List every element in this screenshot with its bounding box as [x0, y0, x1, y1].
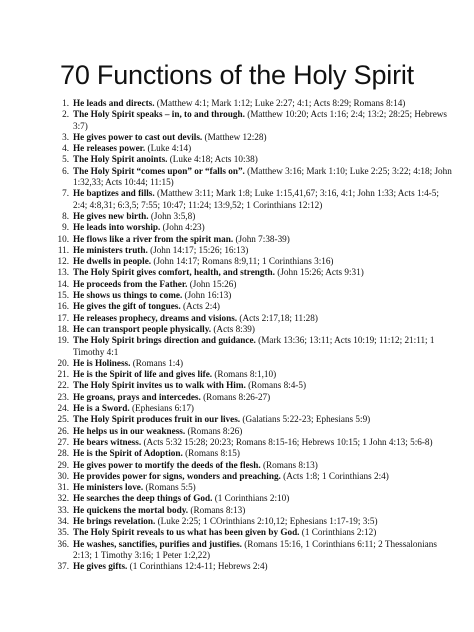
list-item	[54, 392, 454, 403]
item-heading: The Holy Spirit produces fruit in our lives.	[73, 414, 241, 425]
item-reference: (Matthew 3:16; Mark 1:10; Luke 2:25; 3:22; 4:18; John 1:32,33; Acts 10:44; 11:15)	[73, 165, 452, 188]
functions-list	[54, 98, 454, 572]
item-text	[73, 527, 454, 538]
item-text	[73, 471, 454, 482]
item-heading: He leads into worship.	[73, 222, 161, 233]
item-number: 6.	[62, 165, 69, 176]
list-item	[54, 380, 454, 391]
item-reference: (Romans 15:16, 1 Corinthians 6:11; 2 Thessalonians 2:13; 1 Timothy 3:16; 1 Peter 1:2,22)	[73, 538, 437, 560]
list-item	[54, 448, 454, 459]
item-heading: The Holy Spirit “comes upon” or “falls on”.	[73, 165, 245, 176]
item-heading: He can transport people physically.	[73, 323, 212, 334]
item-text	[73, 369, 454, 380]
item-heading: He provides power for signs, wonders and preaching.	[73, 470, 281, 481]
item-heading: He dwells in people.	[73, 256, 152, 267]
item-text	[73, 426, 454, 437]
item-text	[73, 290, 454, 301]
list-item	[54, 188, 454, 211]
item-number: 27.	[57, 436, 69, 447]
item-text	[73, 437, 454, 448]
item-number: 13.	[57, 267, 69, 278]
item-reference: (Matthew 10:20; Acts 1:16; 2:4; 13:2; 28:25; Hebrews 3:7)	[73, 109, 447, 131]
list-item	[54, 279, 454, 290]
item-number: 31.	[57, 482, 69, 493]
item-reference: (1 Corinthians 2:12)	[299, 527, 377, 538]
item-number: 25.	[57, 414, 69, 425]
item-heading: He is the Spirit of life and gives life.	[73, 369, 213, 380]
item-reference: (Acts 1:8; 1 Corinthians 2:4)	[280, 470, 389, 481]
item-heading: He gives power to cast out devils.	[73, 131, 203, 142]
item-reference: (Matthew 12:28)	[202, 131, 267, 142]
list-item	[54, 527, 454, 538]
list-item	[54, 132, 454, 143]
item-number: 2.	[62, 109, 69, 120]
item-number: 16.	[57, 301, 69, 312]
item-number: 37.	[57, 561, 69, 572]
list-item	[54, 245, 454, 256]
item-number: 5.	[62, 154, 69, 165]
item-heading: He quickens the mortal body.	[73, 504, 189, 515]
item-heading: The Holy Spirit invites us to walk with Him.	[73, 380, 246, 391]
item-reference: (Romans 5:5)	[143, 482, 196, 493]
item-reference: (Galatians 5:22-23; Ephesians 5:9)	[240, 414, 371, 425]
item-text	[73, 380, 454, 391]
list-item	[54, 222, 454, 233]
item-number: 23.	[57, 391, 69, 402]
item-text	[73, 561, 454, 572]
list-item	[54, 109, 454, 132]
item-text	[73, 279, 454, 290]
item-text	[73, 234, 454, 245]
list-item	[54, 539, 454, 562]
item-text	[73, 301, 454, 312]
item-text	[73, 392, 454, 403]
document-title: 70 Functions of the Holy Spirit	[60, 60, 414, 90]
item-text	[73, 335, 454, 358]
item-number: 14.	[57, 278, 69, 289]
item-reference: (Luke 2:25; 1 COrinthians 2:10,12; Ephesians 1:17-19; 3:5)	[155, 515, 378, 526]
list-item	[54, 335, 454, 358]
item-reference: (Romans 8:13)	[260, 459, 318, 470]
item-number: 32.	[57, 493, 69, 504]
list-item	[54, 290, 454, 301]
item-reference: (Matthew 3:11; Mark 1:8; Luke 1:15,41,67; 3:16, 4:1; John 1:33; Acts 1:4-5; 2:4; 4:8,31; 6:3,5; 7:55; 10:47; 11:24; 13:9,52; 1 Corinthians 12:12)	[73, 188, 439, 210]
item-reference: (Acts 2:4)	[180, 301, 220, 312]
item-text	[73, 166, 454, 189]
item-reference: (Luke 4:18; Acts 10:38)	[167, 154, 258, 165]
item-heading: He ministers truth.	[73, 244, 148, 255]
item-text	[73, 267, 454, 278]
item-reference: (Romans 8:4-5)	[245, 380, 307, 391]
item-number: 30.	[57, 470, 69, 481]
item-reference: (Acts 8:39)	[211, 323, 255, 334]
item-heading: He gives gifts.	[73, 561, 128, 572]
item-heading: He bears witness.	[73, 436, 142, 447]
list-item	[54, 358, 454, 369]
item-number: 9.	[62, 222, 69, 233]
list-item	[54, 561, 454, 572]
list-item	[54, 414, 454, 425]
list-item	[54, 143, 454, 154]
list-item	[54, 301, 454, 312]
item-number: 12.	[57, 256, 69, 267]
list-item	[54, 426, 454, 437]
item-text	[73, 516, 454, 527]
list-item	[54, 267, 454, 278]
item-reference: (1 Corinthians 2:10)	[212, 493, 290, 504]
item-reference: (John 15:26; Acts 9:31)	[274, 267, 364, 278]
item-heading: He is Holiness.	[73, 357, 131, 368]
item-text	[73, 313, 454, 324]
list-item	[54, 493, 454, 504]
item-heading: He gives power to mortify the deeds of the flesh.	[73, 459, 261, 470]
item-number: 11.	[57, 244, 69, 255]
item-reference: (John 16:13)	[182, 290, 232, 301]
item-reference: (John 15:26)	[187, 278, 237, 289]
item-text	[73, 211, 454, 222]
item-text	[73, 222, 454, 233]
item-text	[73, 98, 454, 109]
item-text	[73, 132, 454, 143]
item-heading: He flows like a river from the spirit man.	[73, 233, 234, 244]
list-item	[54, 313, 454, 324]
item-heading: He baptizes and fills.	[73, 188, 155, 199]
list-item	[54, 437, 454, 448]
item-reference: (Romans 8:26)	[185, 425, 243, 436]
item-heading: The Holy Spirit brings direction and guidance.	[73, 335, 256, 346]
item-heading: He is the Spirit of Adoption.	[73, 448, 183, 459]
item-text	[73, 154, 454, 165]
item-text	[73, 505, 454, 516]
list-item	[54, 98, 454, 109]
list-item	[54, 516, 454, 527]
item-text	[73, 324, 454, 335]
list-item	[54, 505, 454, 516]
item-number: 29.	[57, 459, 69, 470]
item-text	[73, 482, 454, 493]
item-heading: He groans, prays and intercedes.	[73, 391, 201, 402]
item-reference: (John 7:38-39)	[233, 233, 290, 244]
item-reference: (Mark 13:36; 13:11; Acts 10:19; 11:12; 21:11; 1 Timothy 4:1	[73, 335, 435, 357]
item-number: 4.	[62, 143, 69, 154]
item-heading: He brings revelation.	[73, 515, 156, 526]
item-number: 21.	[57, 369, 69, 380]
item-number: 7.	[62, 188, 69, 199]
item-number: 34.	[57, 515, 69, 526]
item-reference: (Romans 1:4)	[130, 357, 184, 368]
item-number: 28.	[57, 448, 69, 459]
item-reference: (Matthew 4:1; Mark 1:12; Luke 2:27; 4:1; Acts 8:29; Romans 8:14)	[154, 98, 406, 108]
item-number: 26.	[57, 425, 69, 436]
item-text	[73, 109, 454, 132]
list-item	[54, 324, 454, 335]
list-item	[54, 166, 454, 189]
item-text	[73, 188, 454, 211]
item-reference: (John 14:17; Romans 8:9,11; 1 Corinthians 3:16)	[151, 256, 334, 267]
item-number: 36.	[57, 538, 69, 549]
item-heading: He gives the gift of tongues.	[73, 301, 181, 312]
item-heading: He washes, sanctifies, purifies and justifies.	[73, 538, 242, 549]
list-item	[54, 154, 454, 165]
list-item	[54, 471, 454, 482]
item-reference: (Luke 4:14)	[145, 143, 192, 154]
item-text	[73, 256, 454, 267]
item-reference: (Romans 8:15)	[182, 448, 240, 459]
item-number: 8.	[62, 210, 69, 221]
item-heading: He proceeds from the Father.	[73, 278, 188, 289]
item-heading: He gives new birth.	[73, 210, 149, 221]
list-item	[54, 256, 454, 267]
item-heading: He releases power.	[73, 143, 146, 154]
item-reference: (John 4:23)	[160, 222, 205, 233]
item-reference: (Romans 8:1,10)	[212, 369, 277, 380]
item-text	[73, 403, 454, 414]
item-heading: He releases prophecy, dreams and visions.	[73, 312, 238, 323]
item-number: 20.	[57, 357, 69, 368]
item-heading: The Holy Spirit reveals to us what has been given by God.	[73, 527, 300, 538]
item-number: 35.	[57, 527, 69, 538]
item-heading: The Holy Spirit speaks – in, to and through.	[73, 109, 245, 120]
item-reference: (John 3:5,8)	[148, 210, 196, 221]
item-number: 19.	[57, 335, 69, 346]
item-heading: The Holy Spirit gives comfort, health, and strength.	[73, 267, 275, 278]
item-number: 18.	[57, 323, 69, 334]
item-text	[73, 414, 454, 425]
list-item	[54, 234, 454, 245]
item-number: 33.	[57, 504, 69, 515]
item-text	[73, 448, 454, 459]
list-item	[54, 369, 454, 380]
item-heading: He searches the deep things of God.	[73, 493, 213, 504]
item-heading: He shows us things to come.	[73, 290, 183, 301]
item-heading: He helps us in our weakness.	[73, 425, 186, 436]
item-number: 3.	[62, 131, 69, 142]
item-reference: (Romans 8:26-27)	[200, 391, 271, 402]
item-text	[73, 143, 454, 154]
item-reference: (Romans 8:13)	[188, 504, 246, 515]
list-item	[54, 211, 454, 222]
item-reference: (Ephesians 6:17)	[129, 403, 194, 414]
item-heading: He leads and directs.	[73, 98, 155, 108]
item-number: 24.	[57, 403, 69, 414]
item-text	[73, 539, 454, 562]
list-item	[54, 482, 454, 493]
list-item	[54, 403, 454, 414]
item-reference: (Acts 2:17,18; 11:28)	[237, 312, 318, 323]
item-heading: The Holy Spirit anoints.	[73, 154, 168, 165]
item-number: 15.	[57, 290, 69, 301]
item-text	[73, 493, 454, 504]
item-text	[73, 358, 454, 369]
item-text	[73, 245, 454, 256]
item-text	[73, 460, 454, 471]
item-heading: He is a Sword.	[73, 403, 130, 414]
item-number: 22.	[57, 380, 69, 391]
item-reference: (1 Corinthians 12:4-11; Hebrews 2:4)	[127, 561, 268, 572]
item-heading: He ministers love.	[73, 482, 144, 493]
item-number: 10.	[57, 233, 69, 244]
list-item	[54, 460, 454, 471]
item-number: 17.	[57, 312, 69, 323]
item-reference: (Acts 5:32 15:28; 20:23; Romans 8:15-16; Hebrews 10:15; 1 John 4:13; 5:6-8)	[141, 436, 433, 447]
item-number: 1.	[62, 98, 69, 108]
item-reference: (John 14:17; 15:26; 16:13)	[147, 244, 249, 255]
